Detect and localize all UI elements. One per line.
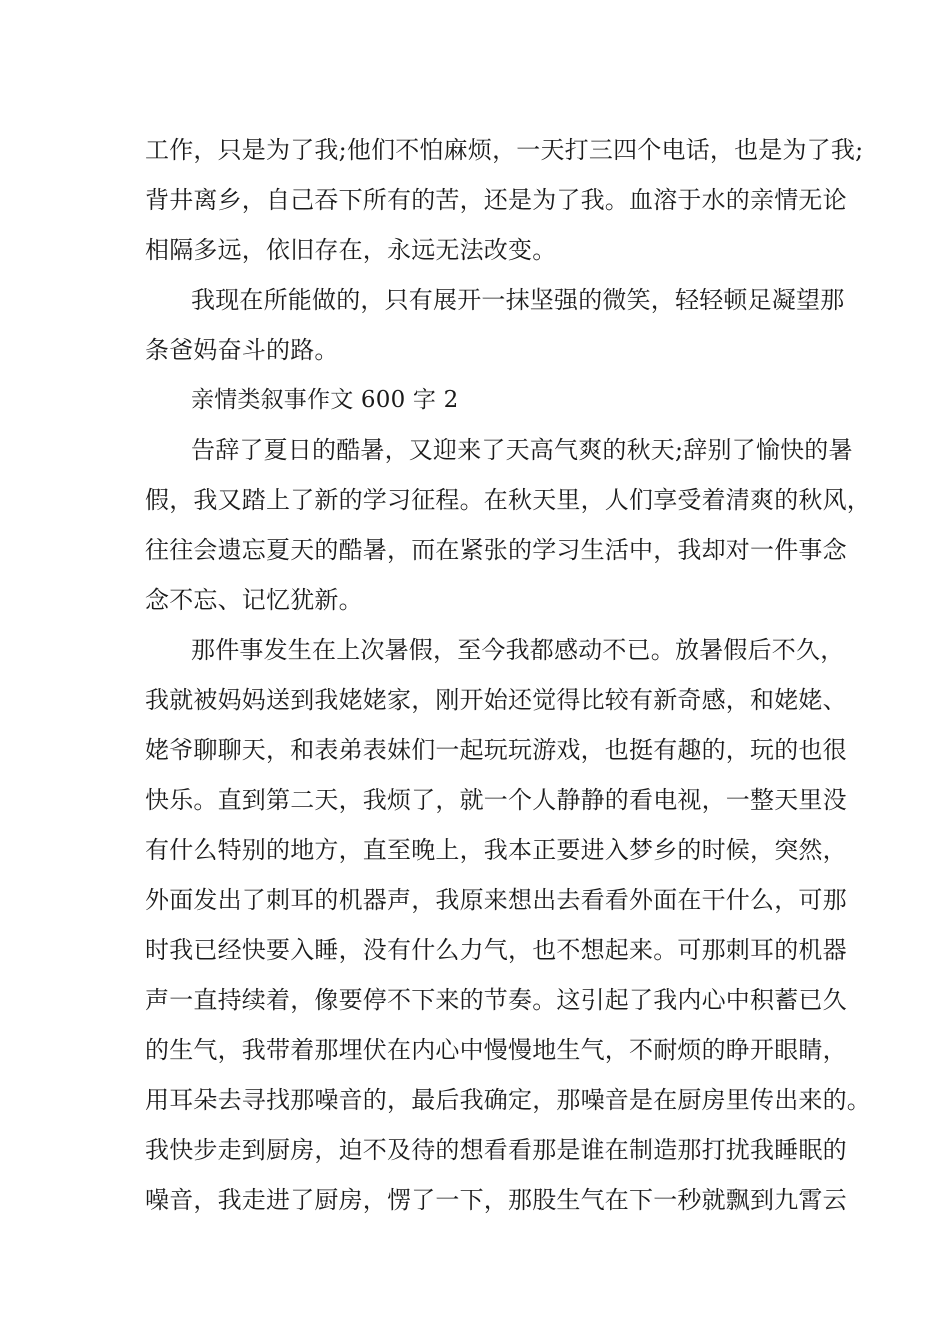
text-line: 用耳朵去寻找那噪音的，最后我确定，那噪音是在厨房里传出来的。 [145, 1086, 871, 1114]
text-line: 相隔多远，依旧存在，永远无法改变。 [145, 236, 557, 264]
text-line: 快乐。直到第二天，我烦了，就一个人静静的看电视，一整天里没 [145, 786, 847, 814]
section-heading: 亲情类叙事作文 600 字 2 [191, 387, 459, 413]
text-line: 我快步走到厨房，迫不及待的想看看那是谁在制造那打扰我睡眠的 [145, 1136, 847, 1164]
text-line: 念不忘、记忆犹新。 [145, 586, 363, 614]
text-line: 噪音，我走进了厨房，愣了一下，那股生气在下一秒就飘到九霄云 [145, 1186, 847, 1214]
text-line: 有什么特别的地方，直至晚上，我本正要进入梦乡的时候，突然， [145, 836, 847, 864]
text-line: 声一直持续着，像要停不下来的节奏。这引起了我内心中积蓄已久 [145, 986, 847, 1014]
text-line: 背井离乡，自己吞下所有的苦，还是为了我。血溶于水的亲情无论 [145, 186, 847, 214]
text-line: 姥爷聊聊天，和表弟表妹们一起玩玩游戏，也挺有趣的，玩的也很 [145, 736, 847, 764]
text-line: 假，我又踏上了新的学习征程。在秋天里，人们享受着清爽的秋风， [145, 486, 871, 514]
paragraph-first-line: 那件事发生在上次暑假，至今我都感动不已。放暑假后不久， [191, 636, 845, 664]
paragraph-first-line: 我现在所能做的，只有展开一抹坚强的微笑，轻轻顿足凝望那 [191, 286, 845, 314]
text-line: 条爸妈奋斗的路。 [145, 336, 339, 364]
text-line: 工作，只是为了我;他们不怕麻烦，一天打三四个电话，也是为了我; [145, 136, 864, 164]
text-line: 的生气，我带着那埋伏在内心中慢慢地生气，不耐烦的睁开眼睛， [145, 1036, 847, 1064]
text-line: 我就被妈妈送到我姥姥家，刚开始还觉得比较有新奇感，和姥姥、 [145, 686, 847, 714]
text-line: 往往会遗忘夏天的酷暑，而在紧张的学习生活中，我却对一件事念 [145, 536, 847, 564]
paragraph-first-line: 告辞了夏日的酷暑，又迎来了天高气爽的秋天;辞别了愉快的暑 [191, 436, 853, 464]
text-line: 外面发出了刺耳的机器声，我原来想出去看看外面在干什么，可那 [145, 886, 847, 914]
text-line: 时我已经快要入睡，没有什么力气，也不想起来。可那刺耳的机器 [145, 936, 847, 964]
